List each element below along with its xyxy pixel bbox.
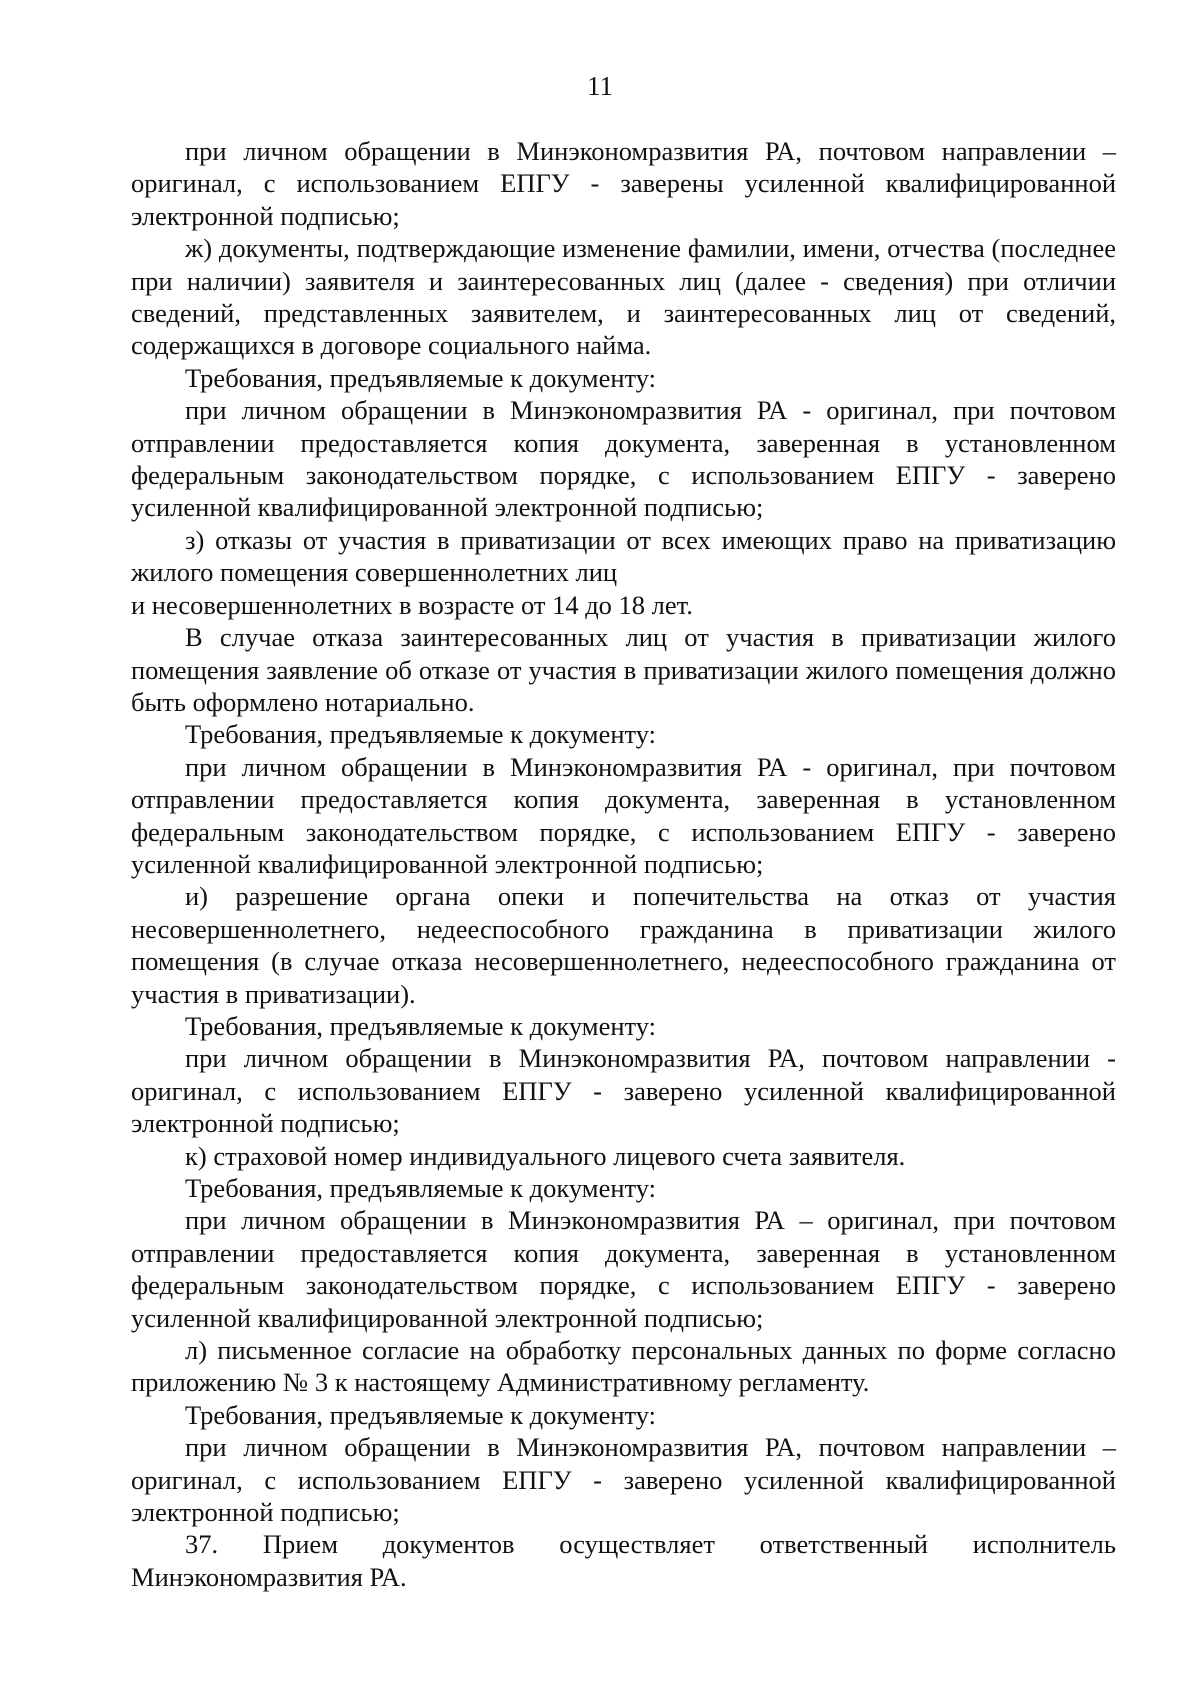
paragraph: и) разрешение органа опеки и попечительства на отказ от участия несовершеннолетнего, недееспособного гражданина в приватизации жилого помещения (в случае отказа несовершеннолетнего, недееспособного гражданина от участия в приватизации). — [131, 881, 1116, 1009]
paragraph: Требования, предъявляемые к документу: — [185, 719, 657, 750]
paragraph: при личном обращении в Минэкономразвития РА, почтовом направлении – оригинал, с использованием ЕПГУ - заверены усиленной квалифицированной электронной подписью; — [131, 136, 1116, 231]
page-number: 11 — [587, 71, 613, 101]
paragraph: 37. Прием документов осуществляет ответственный исполнитель Минэкономразвития РА. — [131, 1529, 1116, 1592]
paragraph: при личном обращении в Минэкономразвития РА - оригинал, при почтовом отправлении предоставляется копия документа, заверенная в установленном федеральным законодательством порядке, с использованием ЕПГУ - заверено усиленной квалифицированной электронной подписью; — [131, 395, 1116, 523]
document-body — [131, 135, 1116, 1593]
paragraph: к) страховой номер индивидуального лицевого счета заявителя. — [185, 1140, 906, 1171]
paragraph: и несовершеннолетних в возрасте от 14 до 18 лет. — [131, 589, 693, 620]
paragraph: при личном обращении в Минэкономразвития РА, почтовом направлении – оригинал, с использованием ЕПГУ - заверено усиленной квалифицированной электронной подписью; — [131, 1432, 1116, 1528]
paragraph: ж) документы, подтверждающие изменение фамилии, имени, отчества (последнее при наличии) заявителя и заинтересованных лиц (далее - сведения) при отличии сведений, представленных заявителем, и заинтересованных лиц от сведений, содержащихся в договоре социального найма. — [131, 233, 1116, 361]
paragraph: В случае отказа заинтересованных лиц от участия в приватизации жилого помещения заявление об отказе от участия в приватизации жилого помещения должно быть оформлено нотариально. — [131, 622, 1116, 717]
paragraph: Требования, предъявляемые к документу: — [185, 1173, 657, 1203]
paragraph: Требования, предъявляемые к документу: — [185, 1010, 657, 1041]
paragraph: при личном обращении в Минэкономразвития РА - оригинал, при почтовом отправлении предоставляется копия документа, заверенная в установленном федеральным законодательством порядке, с использованием ЕПГУ - заверено усиленной квалифицированной электронной подписью; — [131, 751, 1116, 879]
paragraph: з) отказы от участия в приватизации от всех имеющих право на приватизацию жилого помещения совершеннолетних лиц — [131, 524, 1116, 588]
paragraph: при личном обращении в Минэкономразвития РА, почтовом направлении - оригинал, с использованием ЕПГУ - заверено усиленной квалифицированной электронной подписью; — [131, 1043, 1116, 1139]
paragraph: Требования, предъявляемые к документу: — [185, 362, 657, 393]
paragraph: Требования, предъявляемые к документу: — [185, 1399, 657, 1430]
paragraph: л) письменное согласие на обработку персональных данных по форме согласно приложению № 3 к настоящему Административному регламенту. — [131, 1335, 1116, 1398]
paragraph: при личном обращении в Минэкономразвития РА – оригинал, при почтовом отправлении предоставляется копия документа, заверенная в установленном федеральным законодательством порядке, с использованием ЕПГУ - заверено усиленной квалифицированной электронной подписью; — [131, 1205, 1116, 1333]
